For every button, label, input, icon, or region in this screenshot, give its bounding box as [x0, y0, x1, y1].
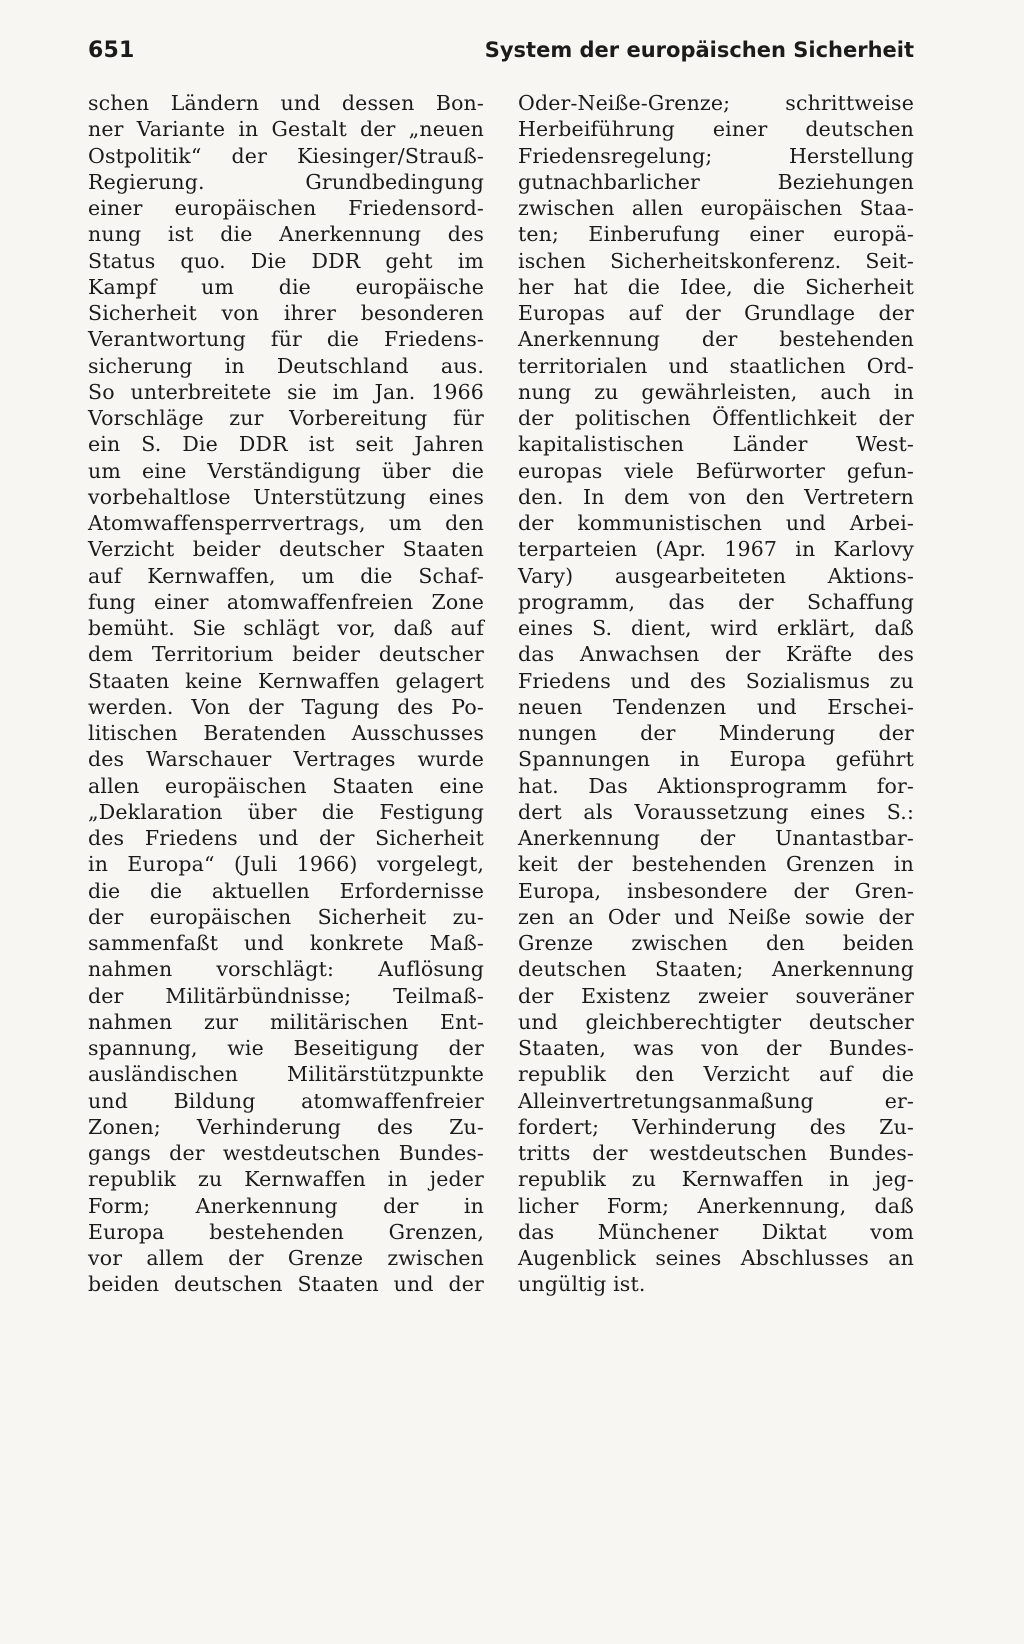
text-line: vor allem der Grenze zwischen [88, 1246, 484, 1270]
text-line: das Münchener Diktat vom [518, 1219, 914, 1244]
text-line: Vorschläge zur Vorbereitung für [88, 406, 484, 430]
text-line: neuen Tendenzen und Erschei- [518, 694, 914, 719]
text-line: Spannungen in Europa geführt [518, 747, 914, 772]
text-line: nahmen vorschlägt: Auflösung [88, 957, 484, 982]
text-line: der Existenz zweier souveräner [518, 983, 914, 1008]
text-line: programm, das der Schaffung [518, 589, 914, 614]
text-line: den. In dem von den Vertretern [518, 484, 914, 509]
text-line: Anerkennung der bestehenden [518, 327, 914, 352]
text-line: dert als Voraussetzung eines S.: [518, 799, 914, 824]
text-line: Verantwortung für die Friedens- [88, 327, 484, 352]
text-line: ner Variante in Gestalt der „neuen [88, 117, 484, 142]
text-line: dem Territorium beider deutscher [88, 642, 484, 667]
text-line: der europäischen Sicherheit zu- [88, 904, 484, 929]
text-line: fordert; Verhinderung des Zu- [518, 1114, 914, 1139]
text-line: allen europäischen Staaten eine [88, 773, 484, 798]
text-line: Verzicht beider deutscher Staaten [88, 537, 484, 562]
text-line: auf Kernwaffen, um die Schaf- [88, 563, 484, 588]
text-line: des Friedens und der Sicherheit [88, 826, 484, 850]
text-line: Atomwaffensperrvertrags, um den [88, 511, 484, 535]
text-line: republik zu Kernwaffen in jeg- [518, 1167, 914, 1192]
text-line: Form; Anerkennung der in [88, 1193, 484, 1218]
text-line: ten; Einberufung einer europä- [518, 222, 914, 247]
text-line: ungültig ist. [518, 1272, 646, 1297]
page-header [88, 38, 914, 72]
text-line: des Warschauer Vertrages wurde [88, 747, 484, 772]
text-line: um eine Verständigung über die [88, 458, 484, 483]
text-line: Europa, insbesondere der Gren- [518, 878, 914, 903]
text-line: Augenblick seines Abschlusses an [518, 1246, 914, 1270]
text-line: licher Form; Anerkennung, daß [518, 1193, 914, 1218]
text-line: Friedensregelung; Herstellung [518, 143, 914, 168]
text-line: Staaten keine Kernwaffen gelagert [88, 668, 484, 693]
text-line: Sicherheit von ihrer besonderen [88, 301, 484, 325]
text-line: und gleichberechtigter deutscher [518, 1009, 914, 1034]
text-line: vorbehaltlose Unterstützung eines [88, 484, 484, 509]
text-line: eines S. dient, wird erklärt, daß [518, 616, 914, 640]
text-line: Status quo. Die DDR geht im [88, 248, 484, 273]
text-line: nungen der Minderung der [518, 721, 914, 745]
text-line: der Militärbündnisse; Teilmaß- [88, 983, 484, 1008]
text-line: fung einer atomwaffenfreien Zone [88, 589, 484, 614]
text-line: Grenze zwischen den beiden [518, 931, 914, 955]
text-line: nung zu gewährleisten, auch in [518, 379, 914, 404]
text-line: sammenfaßt und konkrete Maß- [88, 931, 484, 955]
text-line: Friedens und des Sozialismus zu [518, 668, 914, 693]
text-line: die die aktuellen Erfordernisse [88, 878, 484, 903]
text-column-left [88, 90, 484, 1298]
text-line: schen Ländern und dessen Bon- [88, 91, 484, 115]
text-line: ischen Sicherheitskonferenz. Seit- [518, 248, 914, 273]
text-line: gutnachbarlicher Beziehungen [518, 169, 914, 194]
text-line: republik zu Kernwaffen in jeder [88, 1167, 484, 1192]
text-line: spannung, wie Beseitigung der [88, 1036, 484, 1060]
text-line: ein S. Die DDR ist seit Jahren [88, 432, 484, 457]
text-line: ausländischen Militärstützpunkte [88, 1062, 484, 1087]
text-line: nahmen zur militärischen Ent- [88, 1009, 484, 1034]
text-line: republik den Verzicht auf die [518, 1062, 914, 1087]
text-line: Anerkennung der Unantastbar- [518, 826, 914, 850]
text-line: Europa bestehenden Grenzen, [88, 1219, 484, 1244]
text-line: und Bildung atomwaffenfreier [88, 1088, 484, 1113]
text-line: nung ist die Anerkennung des [88, 222, 484, 247]
text-line: hat. Das Aktionsprogramm for- [518, 773, 914, 798]
text-line: Europas auf der Grundlage der [518, 301, 914, 325]
page-number: 651 [88, 38, 135, 63]
text-line: werden. Von der Tagung des Po- [88, 694, 484, 719]
text-line: bemüht. Sie schlägt vor, daß auf [88, 616, 484, 640]
text-line: Oder-Neiße-Grenze; schrittweise [518, 91, 914, 115]
text-line: gangs der westdeutschen Bundes- [88, 1141, 484, 1165]
text-line: europas viele Befürworter gefun- [518, 458, 914, 483]
text-line: Vary) ausgearbeiteten Aktions- [518, 563, 914, 588]
text-line: der politischen Öffentlichkeit der [518, 406, 914, 430]
text-line: keit der bestehenden Grenzen in [518, 852, 914, 877]
text-line: einer europäischen Friedensord- [88, 196, 484, 220]
text-line: das Anwachsen der Kräfte des [518, 642, 914, 667]
text-line: sicherung in Deutschland aus. [88, 353, 484, 378]
text-line: litischen Beratenden Ausschusses [88, 721, 484, 745]
text-line: zen an Oder und Neiße sowie der [518, 904, 914, 929]
text-line: her hat die Idee, die Sicherheit [518, 274, 914, 299]
text-line: Alleinvertretungsanmaßung er- [518, 1088, 914, 1113]
text-line: „Deklaration über die Festigung [88, 799, 484, 824]
text-line: Zonen; Verhinderung des Zu- [88, 1114, 484, 1139]
text-line: Ostpolitik“ der Kiesinger/Strauß- [88, 143, 484, 168]
text-line: So unterbreitete sie im Jan. 1966 [88, 379, 484, 404]
text-line: terparteien (Apr. 1967 in Karlovy [518, 537, 914, 562]
text-line: zwischen allen europäischen Staa- [518, 196, 914, 220]
text-line: Staaten, was von der Bundes- [518, 1036, 914, 1060]
text-line: beiden deutschen Staaten und der [88, 1272, 484, 1297]
text-line: kapitalistischen Länder West- [518, 432, 914, 457]
running-head: System der europäischen Sicherheit [484, 38, 914, 62]
text-line: Regierung. Grundbedingung [88, 169, 484, 194]
text-line: Kampf um die europäische [88, 274, 484, 299]
text-line: deutschen Staaten; Anerkennung [518, 957, 914, 982]
text-line: Herbeiführung einer deutschen [518, 117, 914, 142]
text-column-right [518, 90, 914, 1298]
text-line: der kommunistischen und Arbei- [518, 511, 914, 535]
text-line: tritts der westdeutschen Bundes- [518, 1141, 914, 1165]
text-line: in Europa“ (Juli 1966) vorgelegt, [88, 852, 484, 877]
text-line: territorialen und staatlichen Ord- [518, 353, 914, 378]
